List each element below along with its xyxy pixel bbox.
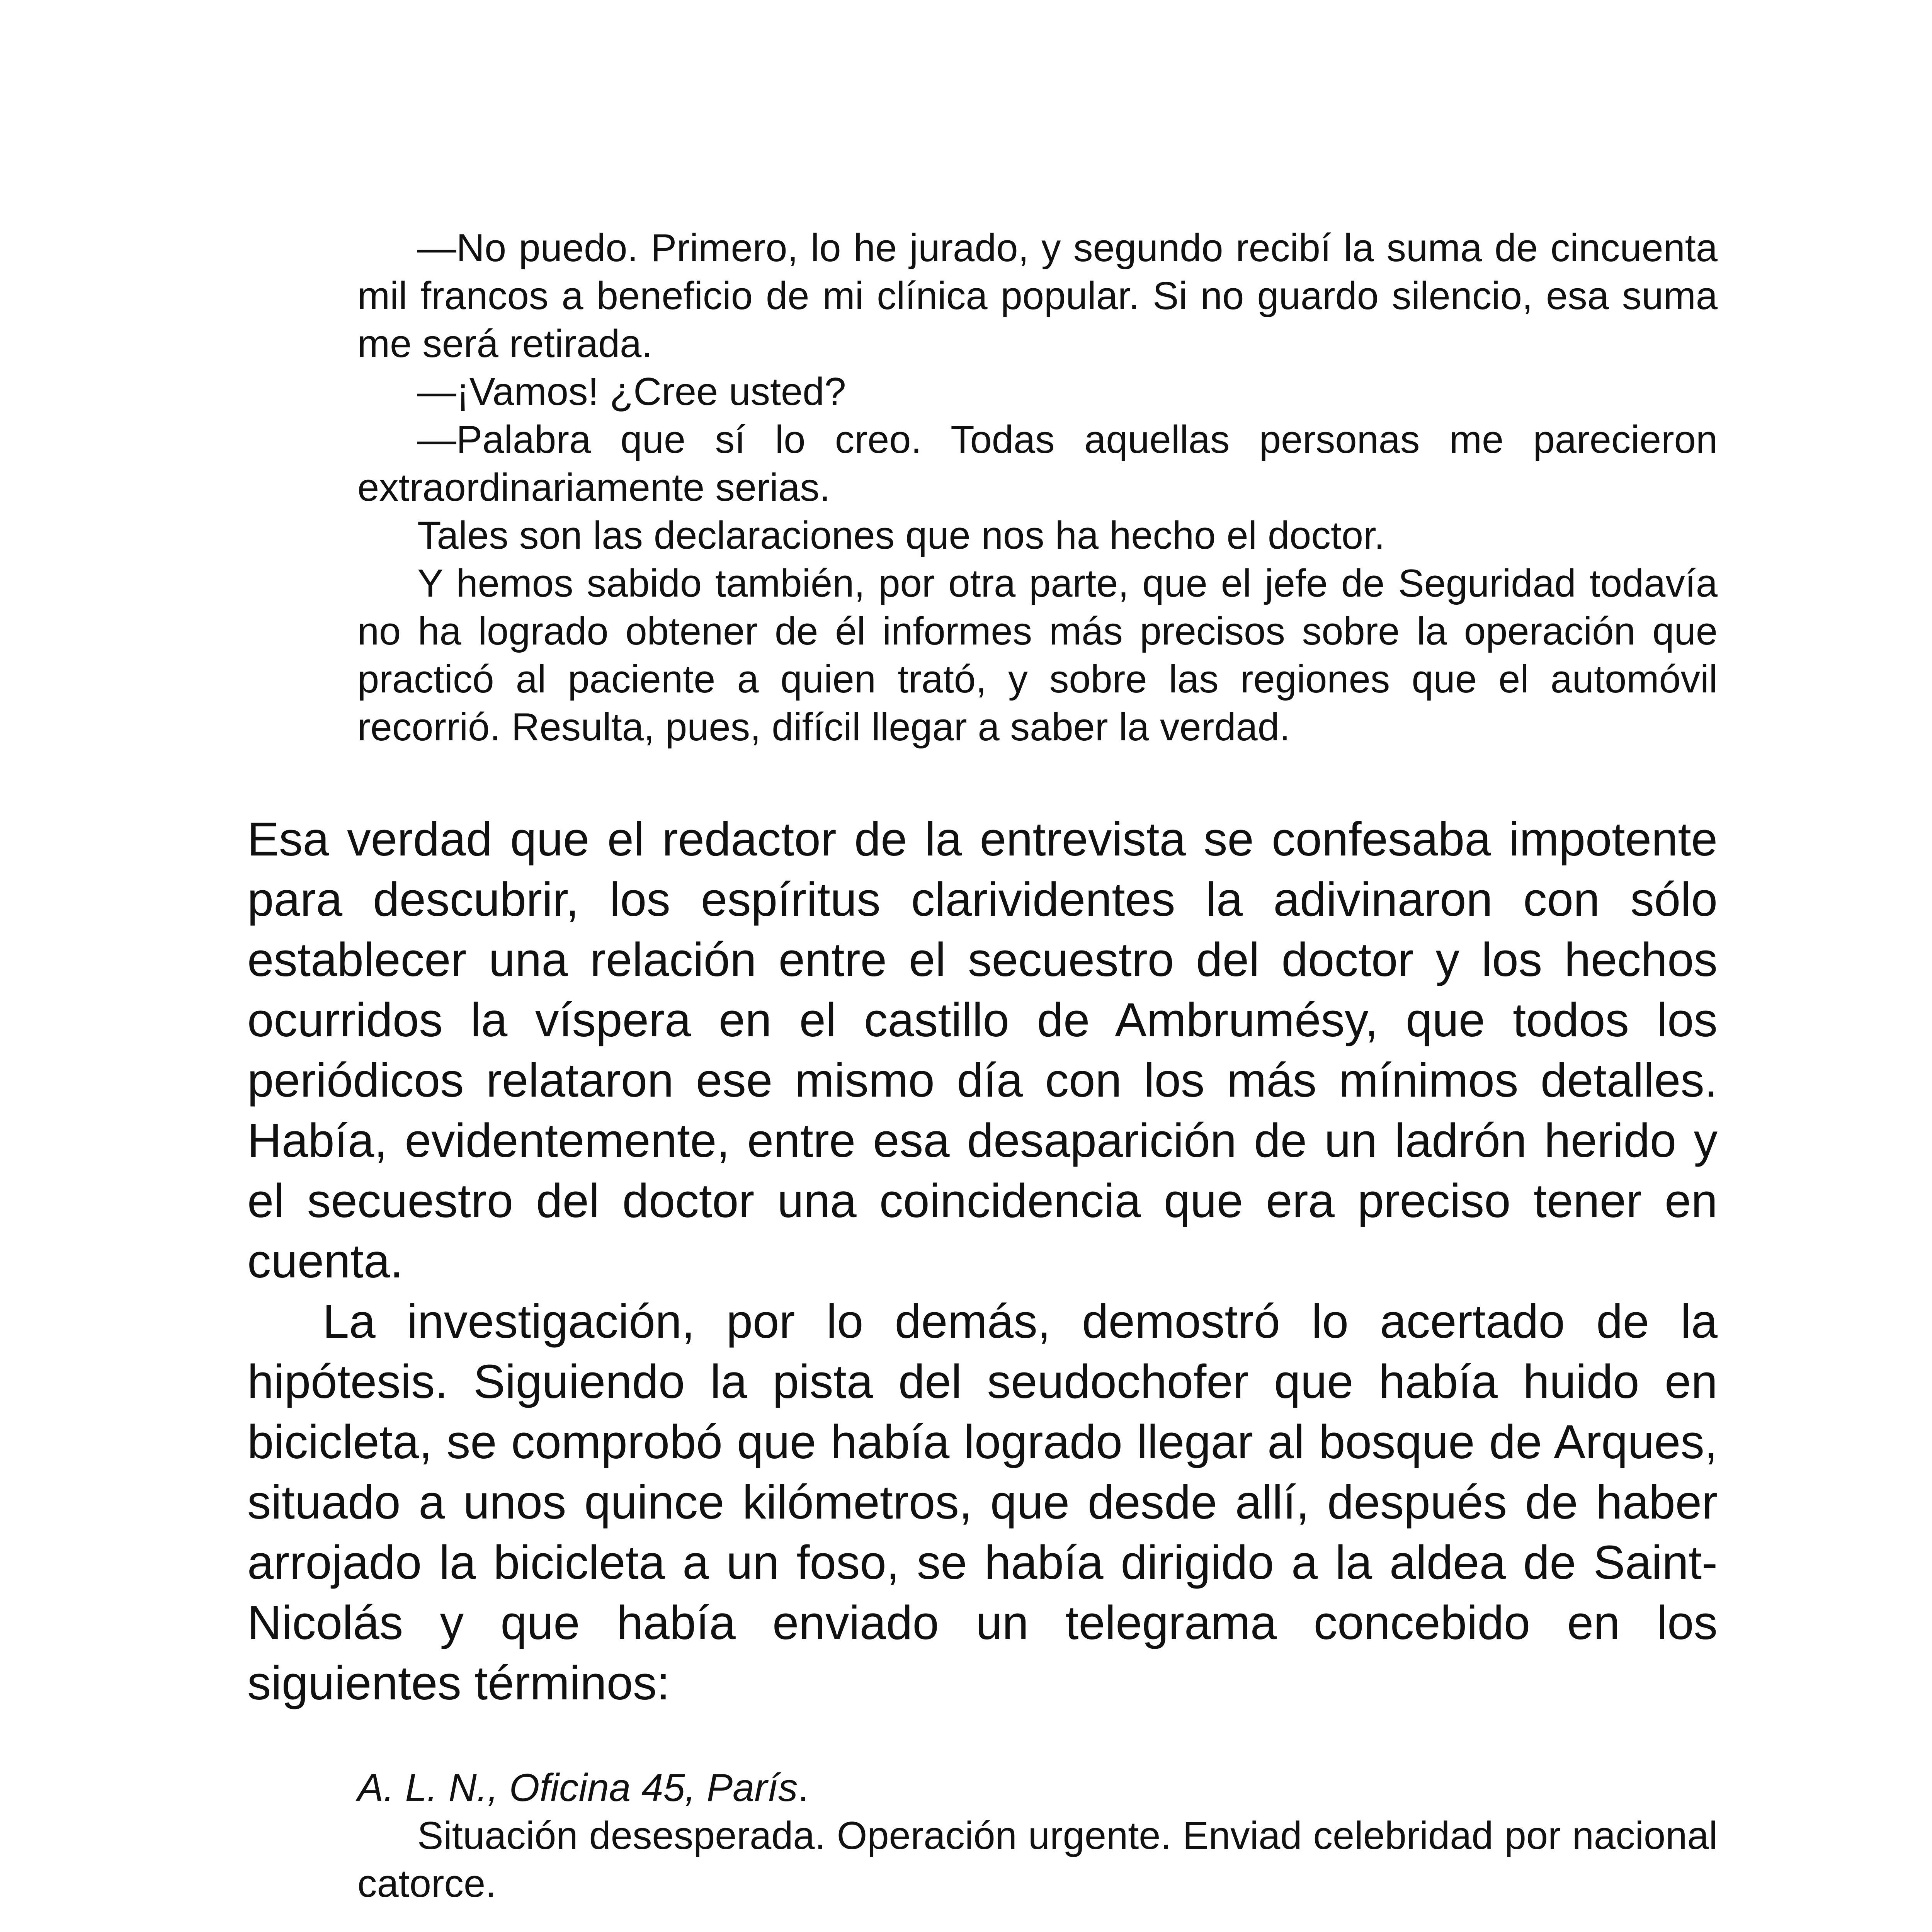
body-text [247, 810, 1718, 1714]
telegram-address-period: . [798, 1766, 809, 1810]
quote-paragraph: —Palabra que sí lo creo. Todas aquellas personas me parecieron extraordinariamente serias. [357, 418, 1718, 509]
quote-paragraph: Y hemos sabido también, por otra parte, que el jefe de Seguridad todavía no ha logrado obtener de él informes más precisos sobre la operación que practicó al paciente a quien trató, y sobre las regiones que el automóvil recorrió. Resulta, pues, difícil llegar a saber la verdad. [357, 562, 1718, 749]
quote-paragraph: —No puedo. Primero, lo he jurado, y segundo recibí la suma de cincuenta mil francos a beneficio de mi clínica popular. Si no guardo silencio, esa suma me será retirada. [357, 226, 1718, 366]
telegram-body: Situación desesperada. Operación urgente. Enviad celebridad por nacional catorce. [357, 1814, 1718, 1905]
telegram-quote [357, 1764, 1718, 1908]
telegram-address-line [357, 1764, 1718, 1812]
quote-paragraph: Tales son las declaraciones que nos ha hecho el doctor. [417, 514, 1385, 557]
quote-paragraph: —¡Vamos! ¿Cree usted? [417, 370, 846, 413]
body-paragraph: Esa verdad que el redactor de la entrevista se confesaba impotente para descubrir, los espíritus clarividentes la adivinaron con sólo establecer una relación entre el secuestro del doctor y los hechos ocurridos la víspera en el castillo de Ambrumésy, que todos los periódicos relataron ese mismo día con los más mínimos detalles. Había, evidentemente, entre esa desaparición de un ladrón herido y el secuestro del doctor una coincidencia que era preciso tener en cuenta. [247, 813, 1718, 1288]
telegram-address: A. L. N., Oficina 45, París [357, 1766, 798, 1810]
quoted-interview [357, 224, 1718, 751]
body-paragraph: La investigación, por lo demás, demostró lo acertado de la hipótesis. Siguiendo la pista del seudochofer que había huido en bicicleta, se comprobó que había logrado llegar al bosque de Arques, situado a unos quince kilómetros, que desde allí, después de haber arrojado la bicicleta a un foso, se había dirigido a la aldea de Saint-Nicolás y que había enviado un telegrama concebido en los siguientes términos: [247, 1295, 1718, 1710]
